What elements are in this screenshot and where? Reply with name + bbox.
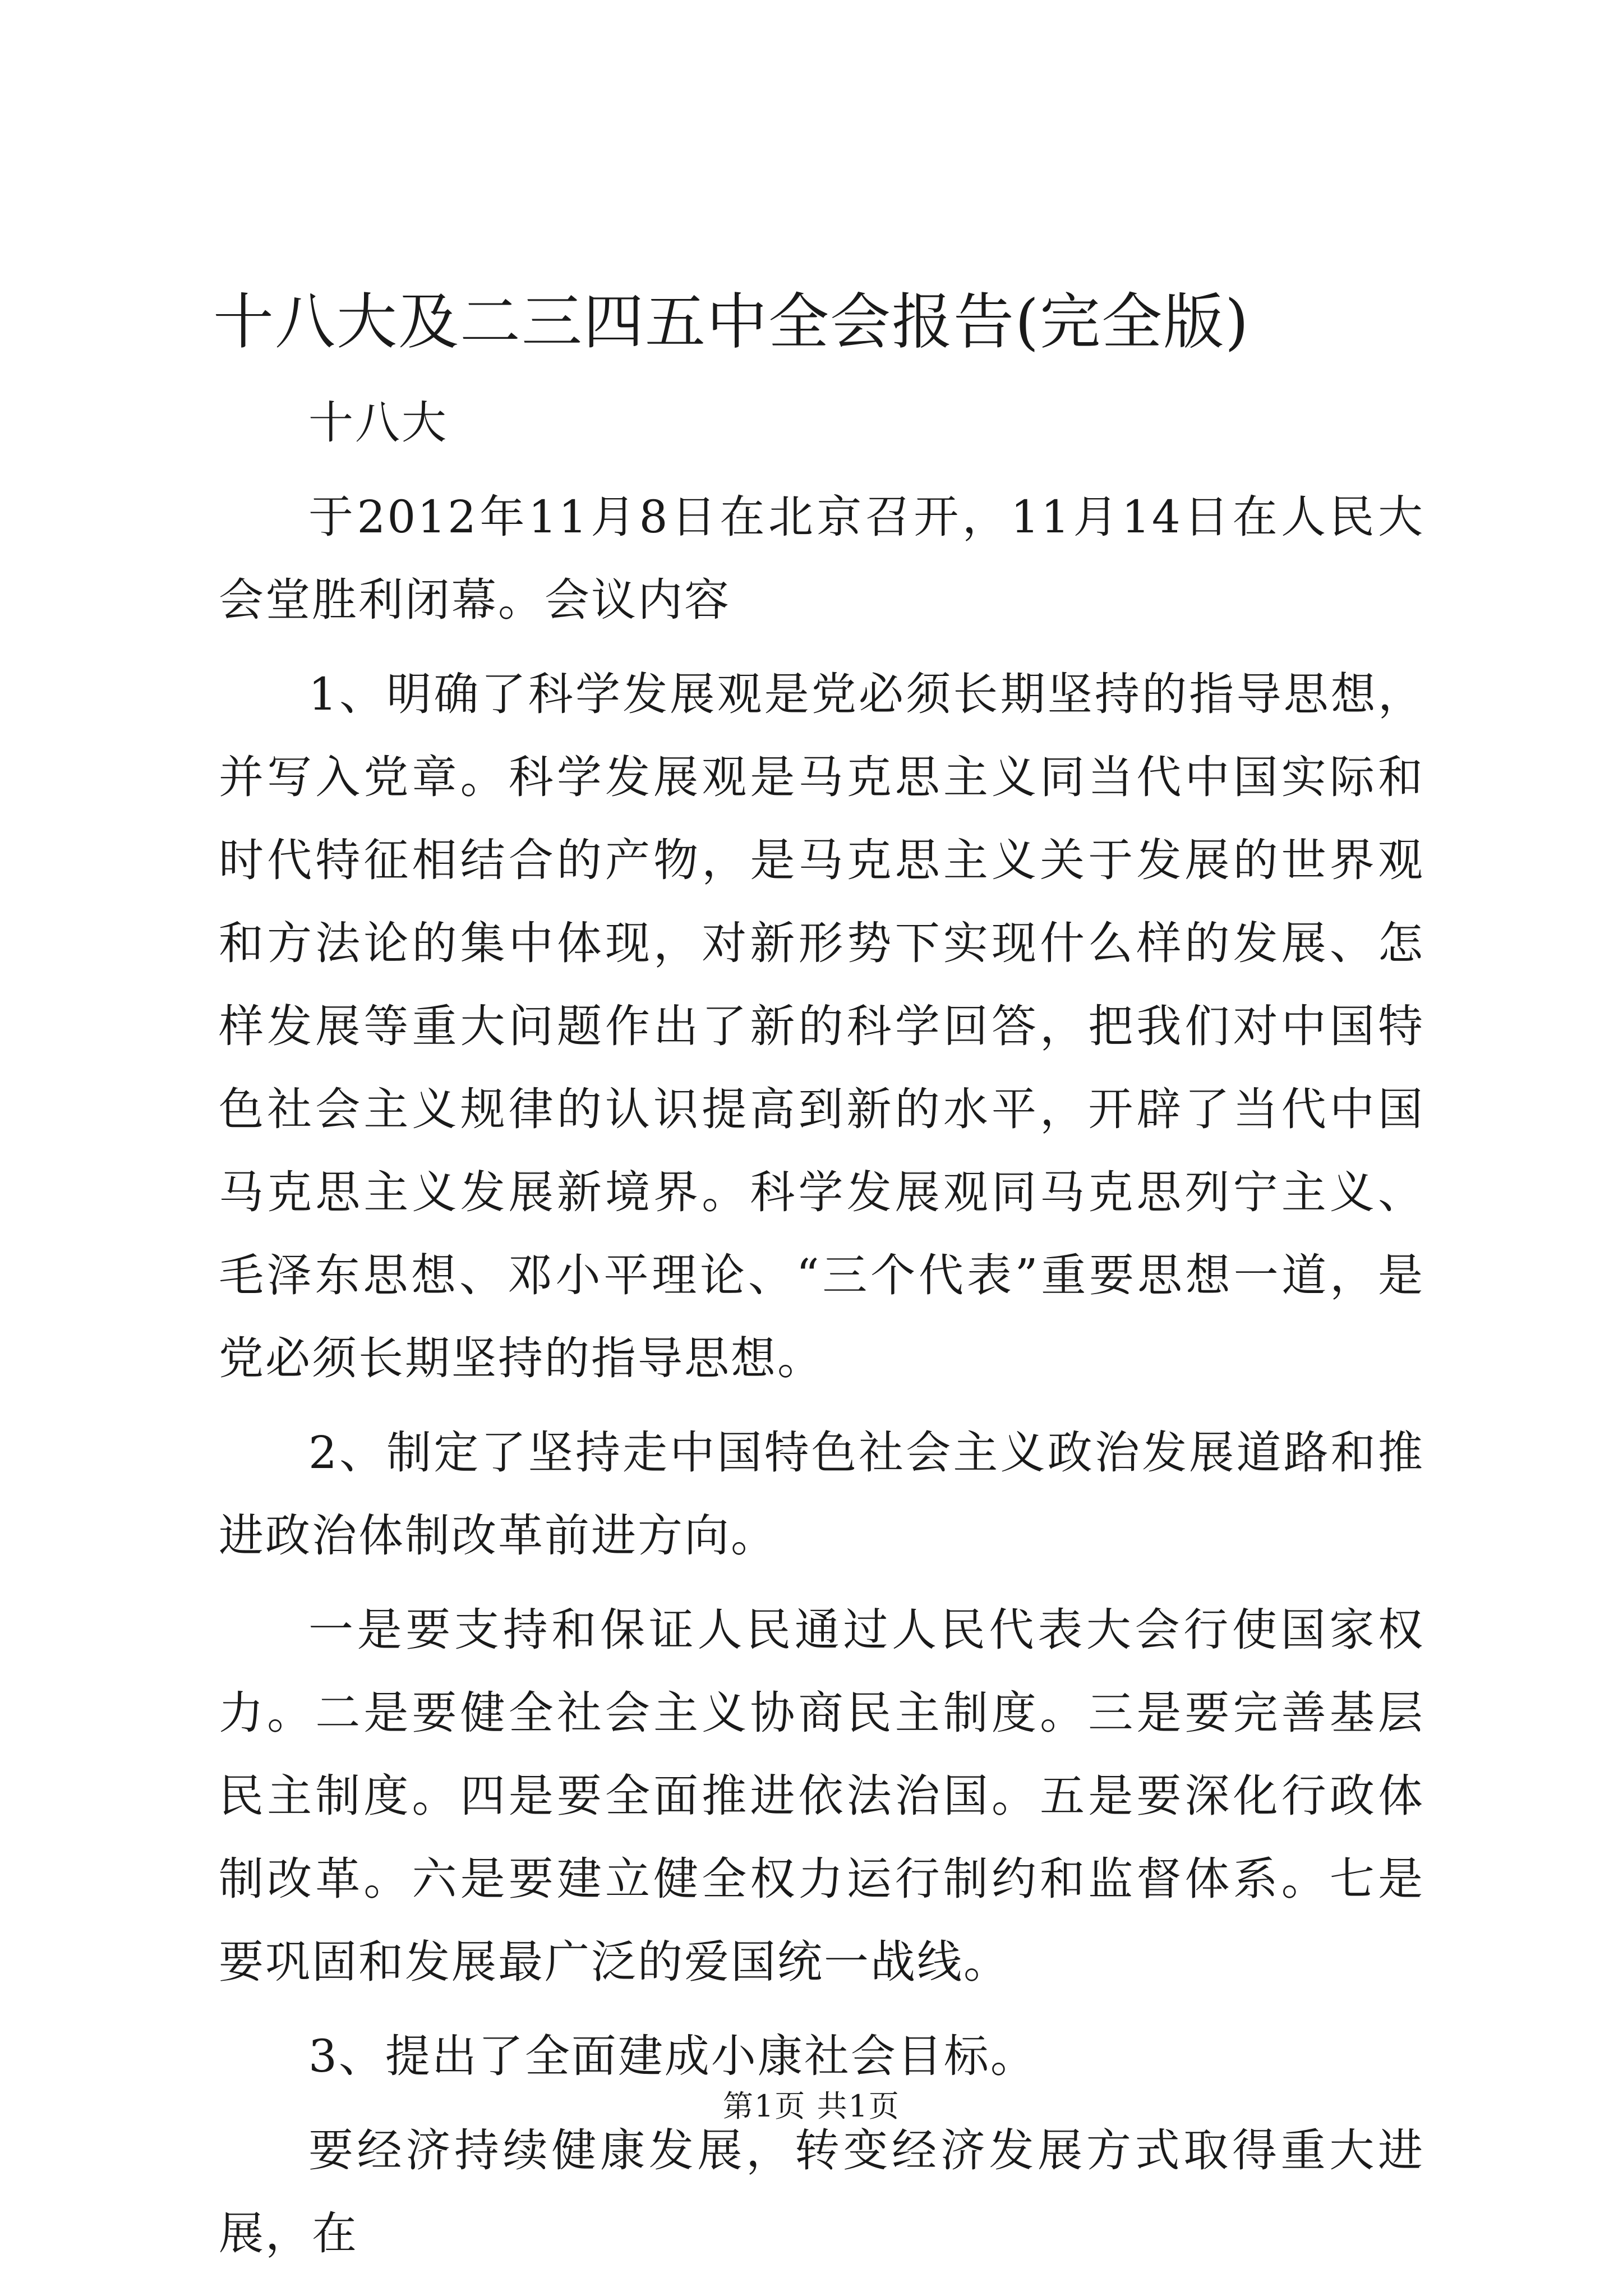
- paragraph-heading: 十八大: [308, 397, 448, 449]
- paragraph: 3、提出了全面建成小康社会目标。: [308, 2030, 1037, 2082]
- paragraph: 于2012年11月8日在北京召开，11月14日在人民大会堂胜利闭幕。会议内容: [219, 491, 1424, 626]
- paragraph: 一是要支持和保证人民通过人民代表大会行使国家权力。二是要健全社会主义协商民主制度。三是要完善基层民主制度。四是要全面推进依法治国。五是要深化行政体制改革。六是要建立健全权力运行制约和监督体系。七是要巩固和发展最广泛的爱国统一战线。: [219, 1604, 1424, 1988]
- document-title: 十八大及二三四五中全会报告(完全版): [213, 287, 1250, 357]
- page-number-footer: 第1页 共1页: [723, 2088, 900, 2124]
- document-body: [219, 381, 1424, 2286]
- paragraph: 2、制定了坚持走中国特色社会主义政治发展道路和推进政治体制改革前进方向。: [219, 1427, 1424, 1562]
- paragraph: 要经济持续健康发展，转变经济发展方式取得重大进展，在: [219, 2124, 1424, 2260]
- paragraph: 1、明确了科学发展观是党必须长期坚持的指导思想，并写入党章。科学发展观是马克思主义同当代中国实际和时代特征相结合的产物，是马克思主义关于发展的世界观和方法论的集中体现，对新形势下实现什么样的发展、怎样发展等重大问题作出了新的科学回答，把我们对中国特色社会主义规律的认识提高到新的水平，开辟了当代中国马克思主义发展新境界。科学发展观同马克思列宁主义、毛泽东思想、邓小平理论、“三个代表”重要思想一道，是党必须长期坚持的指导思想。: [219, 668, 1424, 1384]
